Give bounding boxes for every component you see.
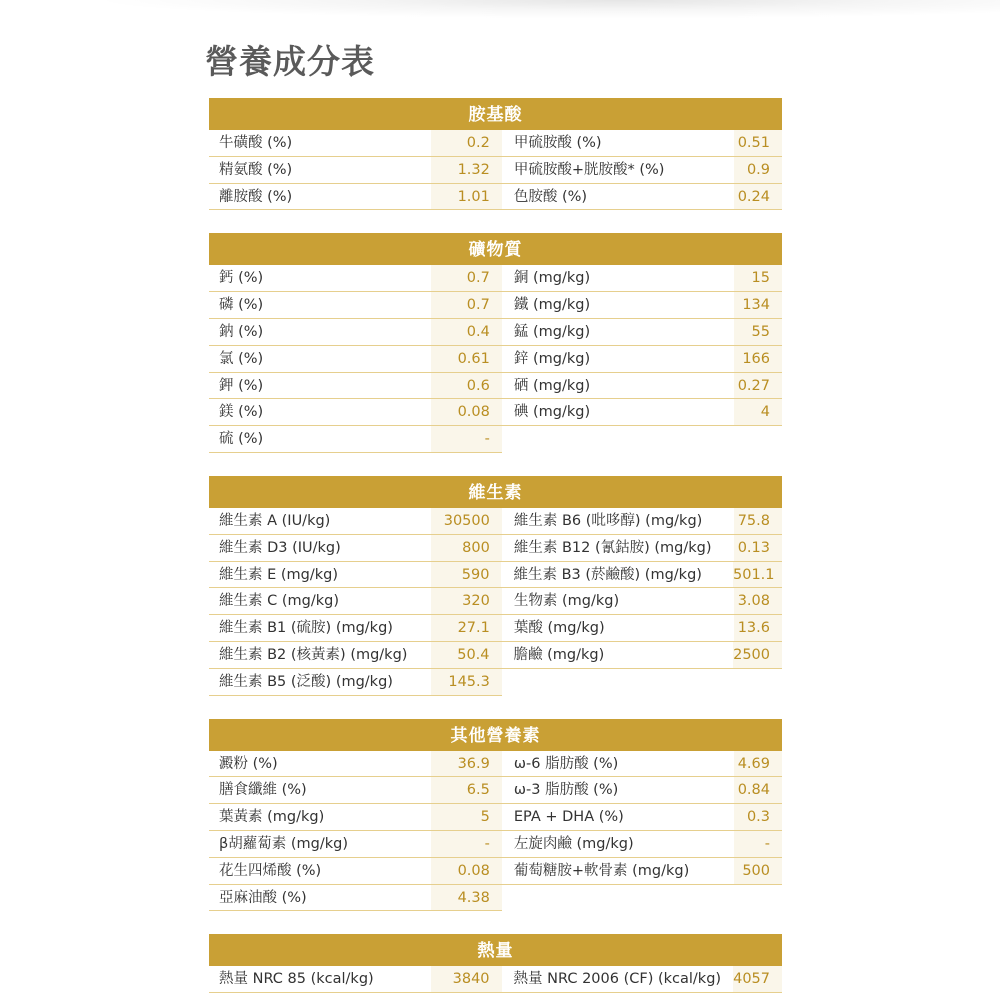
table-row xyxy=(209,346,782,373)
nutrient-name-left: 鈣 (%) xyxy=(209,265,431,292)
section-gap xyxy=(209,210,782,233)
table-row xyxy=(209,831,782,858)
nutrient-name-right: 維生素 B12 (氰鈷胺) (mg/kg) xyxy=(502,535,734,562)
nutrient-name-left: 維生素 B5 (泛酸) (mg/kg) xyxy=(209,669,431,696)
nutrient-name-left: 鈉 (%) xyxy=(209,319,431,346)
nutrient-value-left: 36.9 xyxy=(431,751,502,778)
section-gap xyxy=(209,911,782,934)
table-row xyxy=(209,885,782,912)
nutrient-name-right: 硒 (mg/kg) xyxy=(502,373,734,400)
nutrient-value-right: 55 xyxy=(734,319,782,346)
nutrient-value-right: 75.8 xyxy=(734,508,782,535)
nutrient-name-right: 鋅 (mg/kg) xyxy=(502,346,734,373)
table-row xyxy=(209,804,782,831)
nutrient-name-left: 熱量 NRC 85 (kcal/kg) xyxy=(209,966,431,993)
nutrient-value-right: 3.08 xyxy=(734,588,782,615)
table-row xyxy=(209,399,782,426)
nutrient-value-right: 13.6 xyxy=(734,615,782,642)
nutrient-name-right: 葉酸 (mg/kg) xyxy=(502,615,734,642)
nutrient-name-left: 維生素 A (IU/kg) xyxy=(209,508,431,535)
nutrient-value-left: 0.08 xyxy=(431,858,502,885)
section-gap xyxy=(209,453,782,476)
nutrient-value-right: 0.9 xyxy=(734,157,782,184)
nutrient-value-left: 800 xyxy=(431,535,502,562)
table-row xyxy=(209,319,782,346)
nutrient-name-right: EPA + DHA (%) xyxy=(502,804,734,831)
table-row xyxy=(209,751,782,778)
section-header: 胺基酸 xyxy=(209,98,782,130)
table-row xyxy=(209,157,782,184)
table-row xyxy=(209,615,782,642)
nutrient-value-right xyxy=(734,426,782,453)
nutrient-value-left: 6.5 xyxy=(431,777,502,804)
section-gap xyxy=(209,696,782,719)
nutrient-value-left: 0.61 xyxy=(431,346,502,373)
nutrient-value-left: 4.38 xyxy=(431,885,502,912)
nutrient-value-left: 1.32 xyxy=(431,157,502,184)
nutrient-name-right: 鐵 (mg/kg) xyxy=(502,292,734,319)
section xyxy=(209,476,782,696)
table-row xyxy=(209,669,782,696)
nutrient-value-left: 145.3 xyxy=(431,669,502,696)
nutrient-value-right: 500 xyxy=(734,858,782,885)
table-row xyxy=(209,642,782,669)
nutrient-value-right: 4.69 xyxy=(734,751,782,778)
nutrient-value-left: 0.08 xyxy=(431,399,502,426)
nutrient-name-left: 維生素 B1 (硫胺) (mg/kg) xyxy=(209,615,431,642)
nutrient-name-right: 左旋肉鹼 (mg/kg) xyxy=(502,831,734,858)
nutrient-name-left: 膳食纖維 (%) xyxy=(209,777,431,804)
nutrient-value-left: 3840 xyxy=(431,966,502,993)
nutrient-value-left: 0.7 xyxy=(431,265,502,292)
nutrient-value-right: 0.27 xyxy=(734,373,782,400)
nutrient-name-left: 牛磺酸 (%) xyxy=(209,130,431,157)
nutrient-value-left: 590 xyxy=(431,562,502,589)
nutrient-name-right: ω-6 脂肪酸 (%) xyxy=(502,751,734,778)
nutrient-value-right: 0.13 xyxy=(734,535,782,562)
nutrient-value-left: 1.01 xyxy=(431,184,502,211)
nutrient-name-left: 葉黃素 (mg/kg) xyxy=(209,804,431,831)
table-row xyxy=(209,373,782,400)
nutrient-name-left: 離胺酸 (%) xyxy=(209,184,431,211)
nutrient-value-right: 501.1 xyxy=(733,562,782,589)
nutrient-name-right: 銅 (mg/kg) xyxy=(502,265,734,292)
table-row xyxy=(209,426,782,453)
nutrient-value-right: 4057 xyxy=(733,966,782,993)
table-row xyxy=(209,858,782,885)
nutrient-value-right: 0.24 xyxy=(734,184,782,211)
table-row xyxy=(209,588,782,615)
nutrient-name-left: 澱粉 (%) xyxy=(209,751,431,778)
nutrient-value-left: 0.4 xyxy=(431,319,502,346)
table-row xyxy=(209,535,782,562)
nutrient-value-right: - xyxy=(734,831,782,858)
table-row xyxy=(209,966,782,993)
section xyxy=(209,98,782,210)
nutrition-table xyxy=(209,98,782,993)
page-title: 營養成分表 xyxy=(205,42,375,81)
nutrient-name-right: 膽鹼 (mg/kg) xyxy=(502,642,734,669)
table-row xyxy=(209,292,782,319)
nutrient-name-right: 維生素 B6 (吡哆醇) (mg/kg) xyxy=(502,508,734,535)
nutrient-value-left: 5 xyxy=(431,804,502,831)
nutrient-value-left: 27.1 xyxy=(431,615,502,642)
nutrient-value-left: 0.2 xyxy=(431,130,502,157)
nutrient-value-right: 4 xyxy=(734,399,782,426)
nutrient-name-right: 錳 (mg/kg) xyxy=(502,319,734,346)
nutrient-name-left: 氯 (%) xyxy=(209,346,431,373)
nutrient-name-left: 硫 (%) xyxy=(209,426,431,453)
nutrient-value-left: 50.4 xyxy=(431,642,502,669)
nutrient-value-right: 0.3 xyxy=(734,804,782,831)
nutrient-value-right: 134 xyxy=(734,292,782,319)
top-shadow xyxy=(0,0,1000,22)
table-row xyxy=(209,265,782,292)
section-header: 維生素 xyxy=(209,476,782,508)
section-header: 熱量 xyxy=(209,934,782,966)
table-row xyxy=(209,777,782,804)
nutrient-value-right: 0.51 xyxy=(734,130,782,157)
table-row xyxy=(209,184,782,211)
table-row xyxy=(209,508,782,535)
section xyxy=(209,934,782,993)
nutrient-name-left: 維生素 B2 (核黃素) (mg/kg) xyxy=(209,642,431,669)
nutrient-value-left: 0.7 xyxy=(431,292,502,319)
nutrient-name-right: 維生素 B3 (菸鹼酸) (mg/kg) xyxy=(501,562,733,589)
nutrient-name-left: 鉀 (%) xyxy=(209,373,431,400)
nutrient-name-left: 維生素 D3 (IU/kg) xyxy=(209,535,431,562)
nutrient-name-right: 熱量 NRC 2006 (CF) (kcal/kg) xyxy=(502,966,734,993)
nutrient-value-left: 0.6 xyxy=(431,373,502,400)
nutrient-value-right: 0.84 xyxy=(734,777,782,804)
nutrient-name-right: 生物素 (mg/kg) xyxy=(502,588,734,615)
nutrient-name-left: 磷 (%) xyxy=(209,292,431,319)
nutrient-value-right xyxy=(734,885,782,912)
nutrient-name-right: ω-3 脂肪酸 (%) xyxy=(502,777,734,804)
nutrient-value-left: 30500 xyxy=(431,508,502,535)
nutrient-value-left: 320 xyxy=(431,588,502,615)
nutrient-name-left: β胡蘿蔔素 (mg/kg) xyxy=(209,831,431,858)
nutrient-name-right xyxy=(502,426,734,453)
table-row xyxy=(209,562,782,589)
nutrient-name-right: 色胺酸 (%) xyxy=(502,184,734,211)
section-header: 礦物質 xyxy=(209,233,782,265)
section xyxy=(209,233,782,453)
nutrient-name-left: 鎂 (%) xyxy=(209,399,431,426)
nutrient-name-right: 碘 (mg/kg) xyxy=(502,399,734,426)
nutrient-name-right: 葡萄糖胺+軟骨素 (mg/kg) xyxy=(502,858,734,885)
nutrient-name-right: 甲硫胺酸+胱胺酸* (%) xyxy=(502,157,734,184)
nutrient-name-right xyxy=(502,669,734,696)
nutrient-name-left: 精氨酸 (%) xyxy=(209,157,431,184)
nutrient-name-left: 花生四烯酸 (%) xyxy=(209,858,431,885)
nutrient-value-right: 2500 xyxy=(733,642,782,669)
nutrient-value-right: 166 xyxy=(734,346,782,373)
nutrient-name-left: 亞麻油酸 (%) xyxy=(209,885,431,912)
nutrient-name-right: 甲硫胺酸 (%) xyxy=(502,130,734,157)
nutrient-value-right xyxy=(734,669,782,696)
nutrient-value-left: - xyxy=(431,831,502,858)
section-header: 其他營養素 xyxy=(209,719,782,751)
nutrient-name-right xyxy=(502,885,734,912)
nutrient-name-left: 維生素 E (mg/kg) xyxy=(209,562,431,589)
nutrient-value-right: 15 xyxy=(734,265,782,292)
nutrient-value-left: - xyxy=(431,426,502,453)
section xyxy=(209,719,782,912)
nutrient-name-left: 維生素 C (mg/kg) xyxy=(209,588,431,615)
table-row xyxy=(209,130,782,157)
